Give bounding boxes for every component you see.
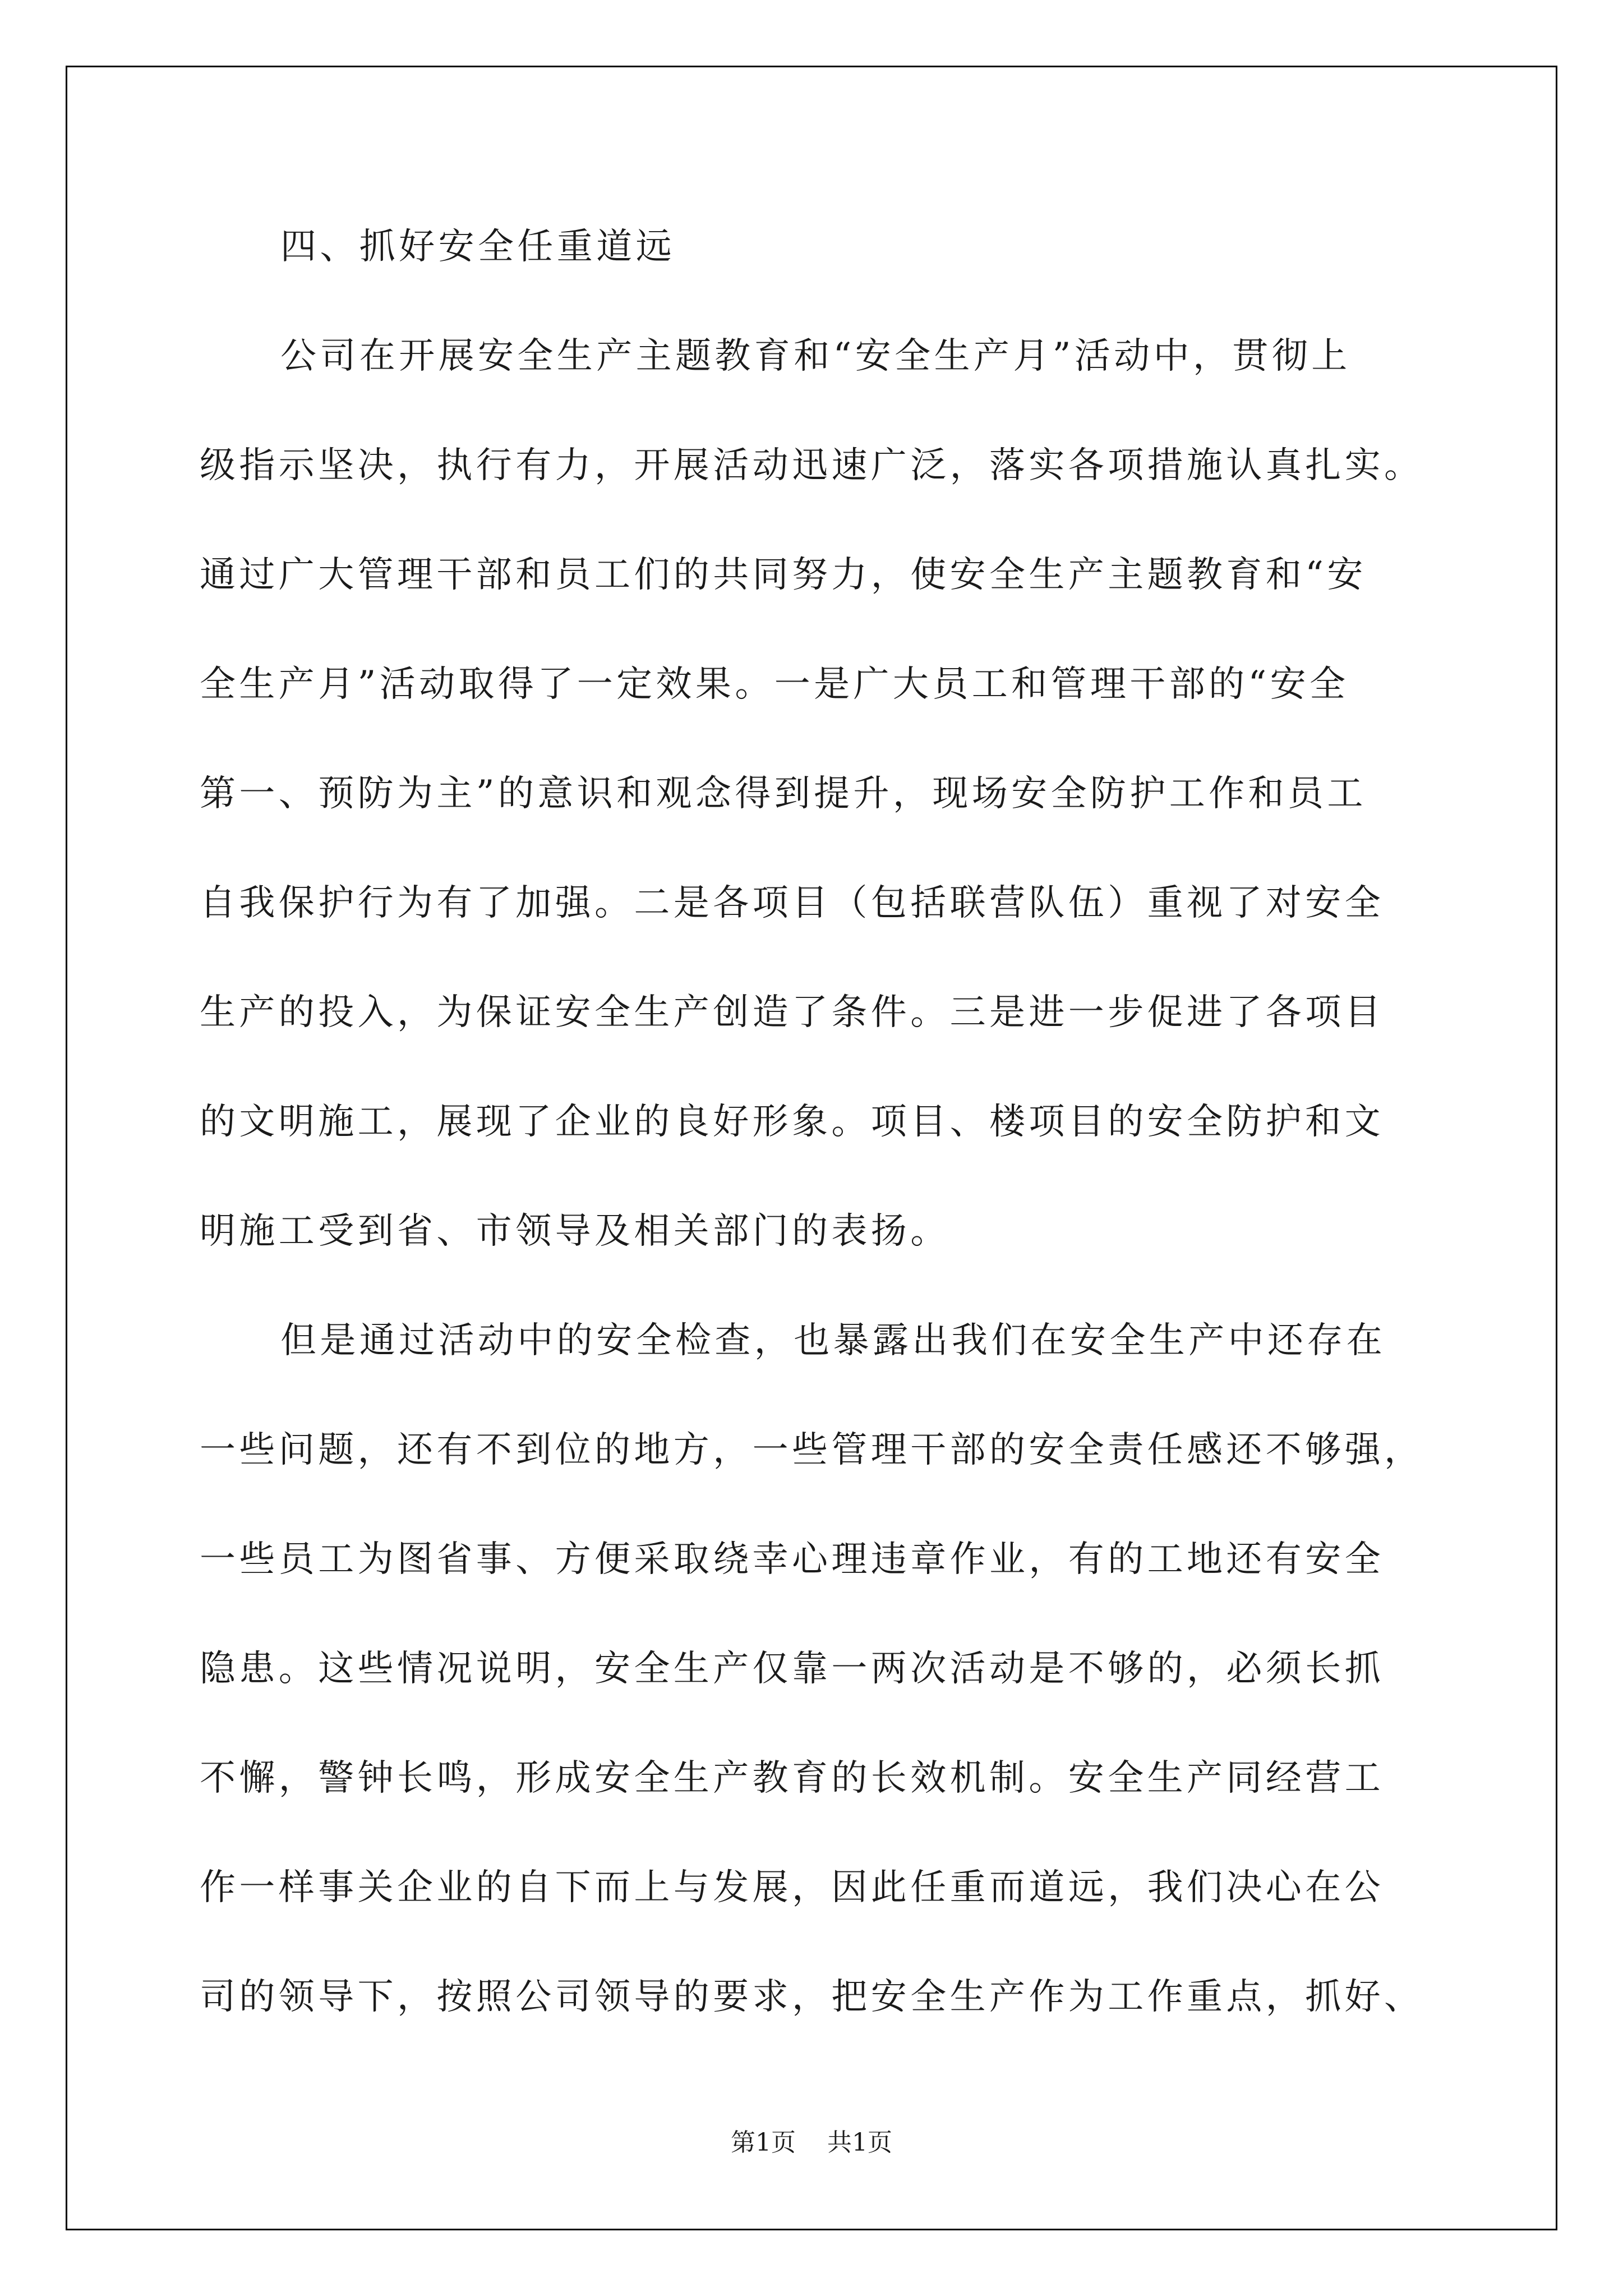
body-line: 明施工受到省、市领导及相关部门的表扬。 — [200, 1211, 950, 1252]
body-line: 但是通过活动中的安全检查，也暴露出我们在安全生产中还存在 — [280, 1320, 1386, 1361]
body-line: 公司在开展安全生产主题教育和“安全生产月”活动中，贯彻上 — [280, 335, 1351, 377]
section-heading: 四、抓好安全任重道远 — [280, 226, 675, 268]
body-line: 不懈，警钟长鸣，形成安全生产教育的长效机制。安全生产同经营工 — [200, 1757, 1384, 1799]
body-line: 作一样事关企业的自下而上与发展，因此任重而道远，我们决心在公 — [200, 1867, 1384, 1908]
body-line: 生产的投入，为保证安全生产创造了条件。三是进一步促进了各项目 — [200, 992, 1384, 1033]
body-line: 通过广大管理干部和员工们的共同努力，使安全生产主题教育和“安 — [200, 554, 1367, 596]
page-total: 共1页 — [827, 2128, 892, 2157]
body-line: 级指示坚决，执行有力，开展活动迅速广泛，落实各项措施认真扎实。 — [200, 445, 1424, 486]
body-line: 第一、预防为主”的意识和观念得到提升，现场安全防护工作和员工 — [200, 773, 1367, 815]
body-line: 自我保护行为有了加强。二是各项目（包括联营队伍）重视了对安全 — [200, 882, 1384, 924]
page-footer — [0, 2126, 1623, 2160]
body-line: 的文明施工，展现了企业的良好形象。项目、楼项目的安全防护和文 — [200, 1101, 1384, 1143]
body-line: 一些员工为图省事、方便采取绕幸心理违章作业，有的工地还有安全 — [200, 1539, 1384, 1580]
body-line: 隐患。这些情况说明，安全生产仅靠一两次活动是不够的，必须长抓 — [200, 1648, 1384, 1690]
page-number: 第1页 — [731, 2128, 796, 2157]
body-line: 全生产月”活动取得了一定效果。一是广大员工和管理干部的“安全 — [200, 664, 1349, 705]
body-line: 一些问题，还有不到位的地方，一些管理干部的安全责任感还不够强， — [200, 1429, 1424, 1471]
body-line: 司的领导下，按照公司领导的要求，把安全生产作为工作重点，抓好、 — [200, 1976, 1424, 2018]
